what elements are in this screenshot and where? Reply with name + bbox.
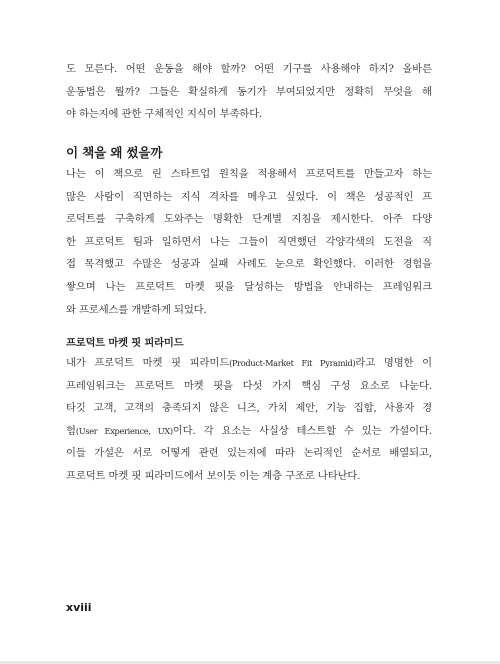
paragraph-line: 도 모른다. 어떤 운동을 해야 할까? 어떤 기구를 사용해야 하지? 올바른 bbox=[66, 63, 432, 75]
paragraph-line: 한 프로덕트 팀과 일하면서 나는 그들이 직면했던 각양각색의 도전을 직 bbox=[66, 235, 432, 248]
paragraph-line: 나는 이 책으로 린 스타트업 원칙을 적용해서 프로덕트를 만들고자 하는 bbox=[66, 168, 432, 180]
paragraph-line: 야 하는지에 관한 구체적인 지식이 부족하다. bbox=[66, 108, 263, 121]
paragraph-line: 이들 가설은 서로 어떻게 관련 있는지에 따라 논리적인 순서로 배열되고, bbox=[66, 447, 432, 460]
paragraph-line: 로덕트를 구축하게 도와주는 명확한 단계별 지침을 제시한다. 아주 다양 bbox=[66, 213, 432, 226]
paragraph-line: 접 목격했고 수많은 성공과 실패 사례도 눈으로 확인했다. 이러한 경험을 bbox=[66, 258, 432, 271]
paragraph-line: 쌓으며 나는 프로덕트 마켓 핏을 달성하는 방법을 안내하는 프레임워크 bbox=[66, 280, 432, 293]
paragraph-line: 와 프로세스를 개발하게 되었다. bbox=[66, 303, 207, 316]
text-run: 라고 명명한 이 bbox=[355, 357, 433, 369]
intro-paragraph bbox=[66, 58, 432, 126]
text-run: 험 bbox=[66, 424, 76, 437]
section-heading: 이 책을 왜 썼을까 bbox=[66, 145, 163, 160]
english-term: (User Experience, UX) bbox=[75, 425, 173, 436]
page-number: xviii bbox=[66, 601, 92, 614]
english-term: (Product-Market Fit Pyramid) bbox=[229, 358, 356, 368]
text-run: 이다. 각 요소는 사실상 테스트할 수 있는 가설이다. bbox=[172, 424, 433, 437]
section-paragraph bbox=[66, 163, 432, 321]
paragraph-line: 운동법은 뭘까? 그들은 확실하게 동기가 부여되었지만 정확히 무엇을 해 bbox=[66, 85, 432, 98]
subsection-paragraph bbox=[66, 352, 432, 488]
paragraph-line: 타깃 고객, 고객의 충족되지 않은 니즈, 가치 제안, 기능 집합, 사용자 경 bbox=[66, 402, 432, 415]
text-run: 내가 프로덕트 마켓 핏 피라미드 bbox=[66, 357, 230, 369]
paragraph-line: 프로덕트 마켓 핏 피라미드에서 보이듯 이는 계층 구조로 나타난다. bbox=[66, 469, 361, 482]
subsection-heading: 프로덕트 마켓 핏 피라미드 bbox=[66, 337, 184, 349]
paragraph-line bbox=[66, 420, 432, 443]
paragraph-line: 많은 사람이 직면하는 지식 격차를 메우고 싶었다. 이 책은 성공적인 프 bbox=[66, 190, 432, 203]
paragraph-line bbox=[66, 352, 432, 375]
paragraph-line: 프레임워크는 프로덕트 마켓 핏을 다섯 가지 핵심 구성 요소로 나눈다. bbox=[66, 379, 432, 392]
